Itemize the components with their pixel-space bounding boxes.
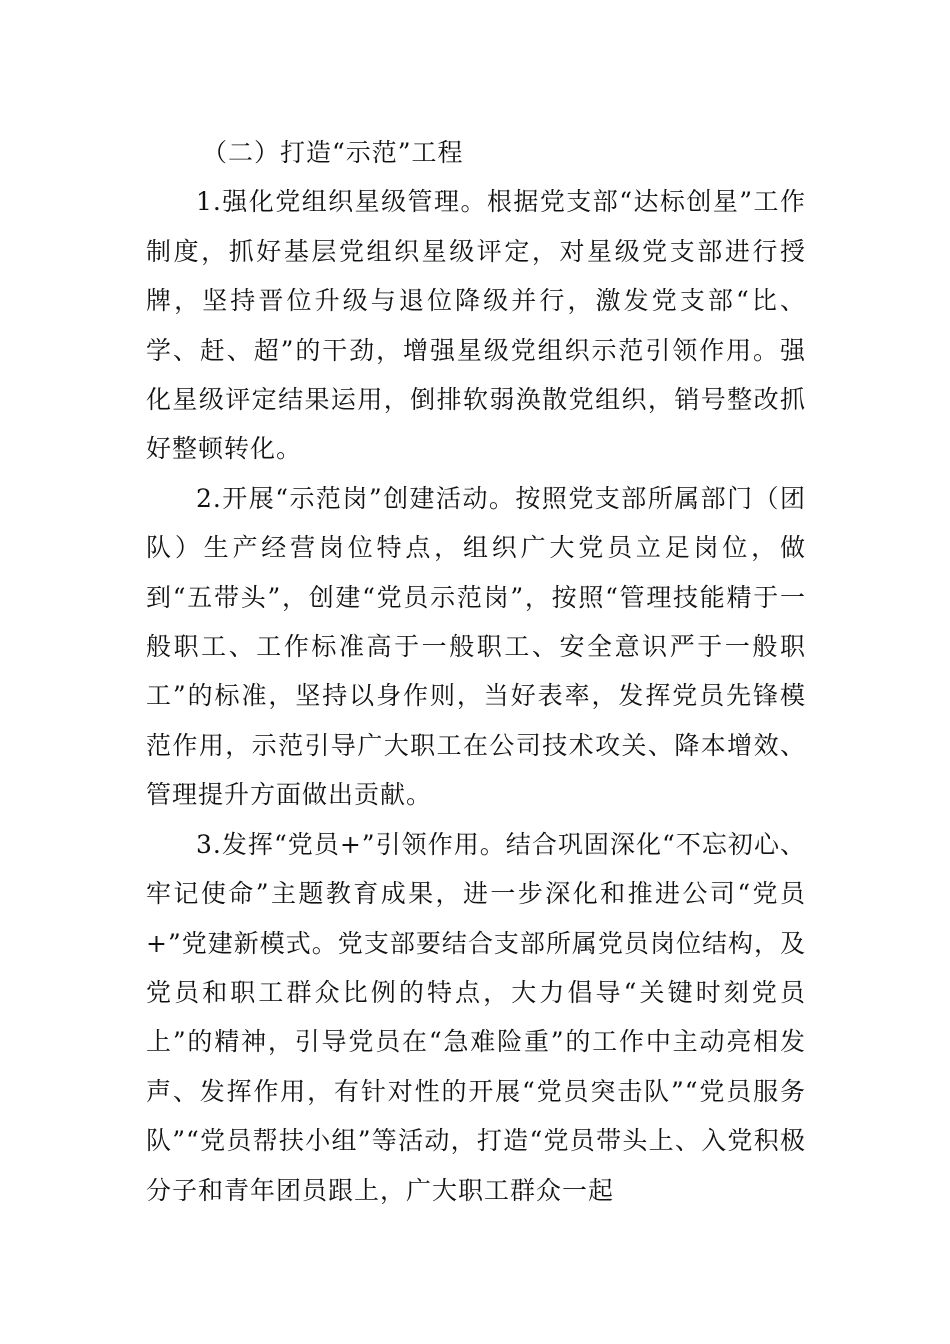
paragraph-model-post: 2.开展“示范岗”创建活动。按照党支部所属部门（团队）生产经营岗位特点，组织广大党员立足岗位，做到“五带头”，创建“党员示范岗”，按照“管理技能精于一般职工、工作标准高于一般职工、安全意识严于一般职工”的标准，坚持以身作则，当好表率，发挥党员先锋模范作用，示范引导广大职工在公司技术攻关、降本增效、管理提升方面做出贡献。 — [146, 483, 806, 810]
paragraph-star-management: 1.强化党组织星级管理。根据党支部“达标创星”工作制度，抓好基层党组织星级评定，对星级党支部进行授牌，坚持晋位升级与退位降级并行，激发党支部“比、学、赶、超”的干劲，增强星级党组织示范引领作用。强化星级评定结果运用，倒排软弱涣散党组织，销号整改抓好整顿转化。 — [146, 187, 806, 464]
paragraph-party-member-plus: 3.发挥“党员+”引领作用。结合巩固深化“不忘初心、牢记使命”主题教育成果，进一步深化和推进公司“党员+”党建新模式。党支部要结合支部所属党员岗位结构，及党员和职工群众比例的特点，大力倡导“关键时刻党员上”的精神，引导党员在“急难险重”的工作中主动亮相发声、发挥作用，有针对性的开展“党员突击队”“党员服务队”“党员帮扶小组”等活动，打造“党员带头上、入党积极分子和青年团员跟上，广大职工群众一起 — [146, 829, 806, 1205]
document-body — [146, 128, 806, 1215]
section-heading: （二）打造“示范”工程 — [202, 138, 464, 167]
